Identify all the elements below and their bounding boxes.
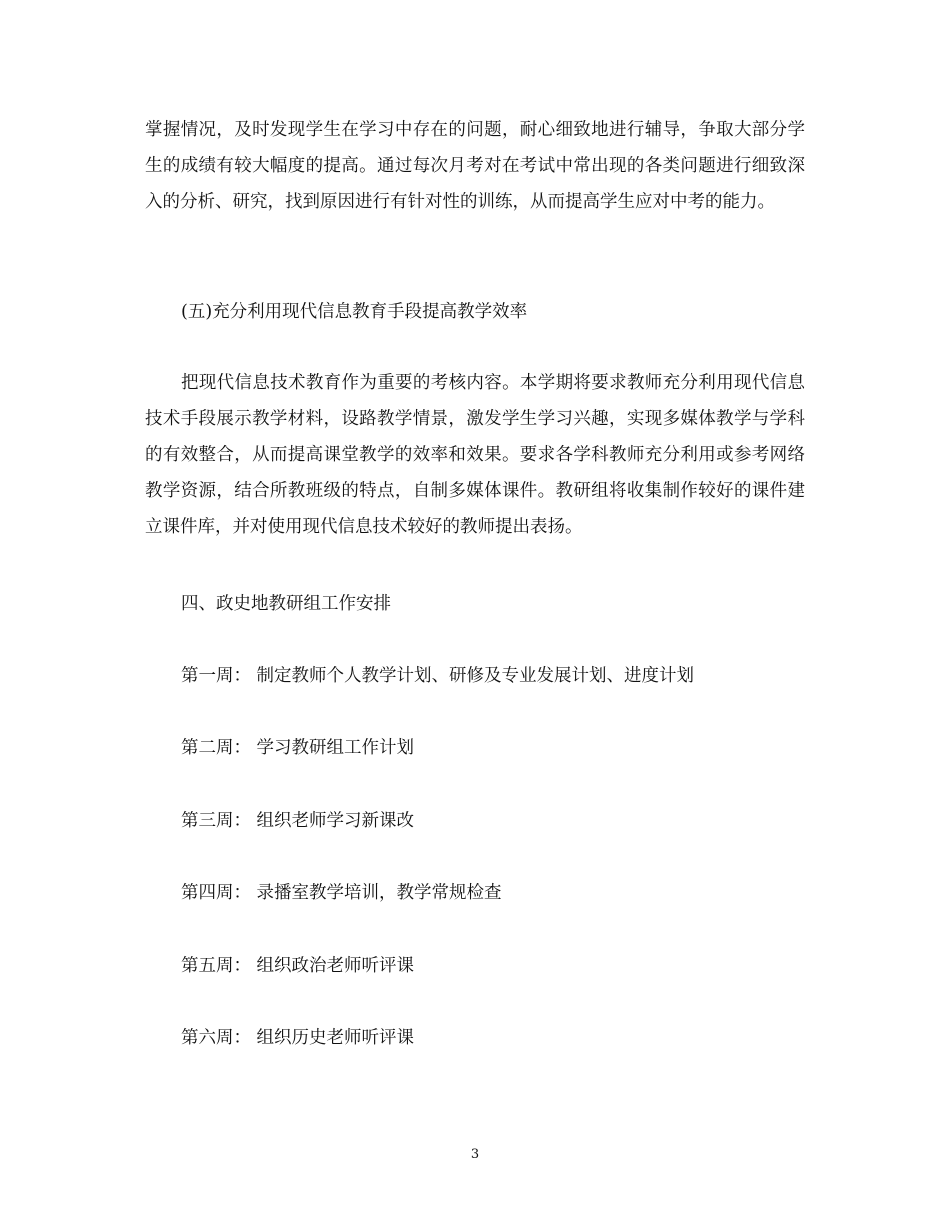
schedule-item-week-2: 第二周： 学习教研组工作计划 [181,738,415,758]
section-five-heading: (五)充分利用现代信息教育手段提高教学效率 [181,302,528,322]
schedule-item-week-6: 第六周： 组织历史老师听评课 [181,1028,415,1048]
section-four-heading: 四、政史地教研组工作安排 [181,594,391,614]
page-number: 3 [470,1147,480,1162]
section-five-body: 把现代信息技术教育作为重要的考核内容。本学期将要求教师充分利用现代信息技术手段展示教学材料，设路教学情景，激发学生学习兴趣，实现多媒体教学与学科的有效整合，从而提高课堂教学的效率和效果。要求各学科教师充分利用或参考网络教学资源，结合所教班级的特点，自制多媒体课件。教研组将收集制作较好的课件建立课件库，并对使用现代信息技术较好的教师提出表扬。 [145,373,805,537]
schedule-item-week-3: 第三周： 组织老师学习新课改 [181,811,415,831]
paragraph-continuation: 掌握情况，及时发现学生在学习中存在的问题，耐心细致地进行辅导，争取大部分学生的成绩有较大幅度的提高。通过每次月考对在考试中常出现的各类问题进行细致深入的分析、研究，找到原因进行有针对性的训练，从而提高学生应对中考的能力。 [145,120,805,212]
schedule-item-week-5: 第五周： 组织政治老师听评课 [181,956,415,976]
schedule-item-week-1: 第一周： 制定教师个人教学计划、研修及专业发展计划、进度计划 [181,666,695,686]
schedule-item-week-4: 第四周： 录播室教学培训，教学常规检查 [181,883,502,903]
